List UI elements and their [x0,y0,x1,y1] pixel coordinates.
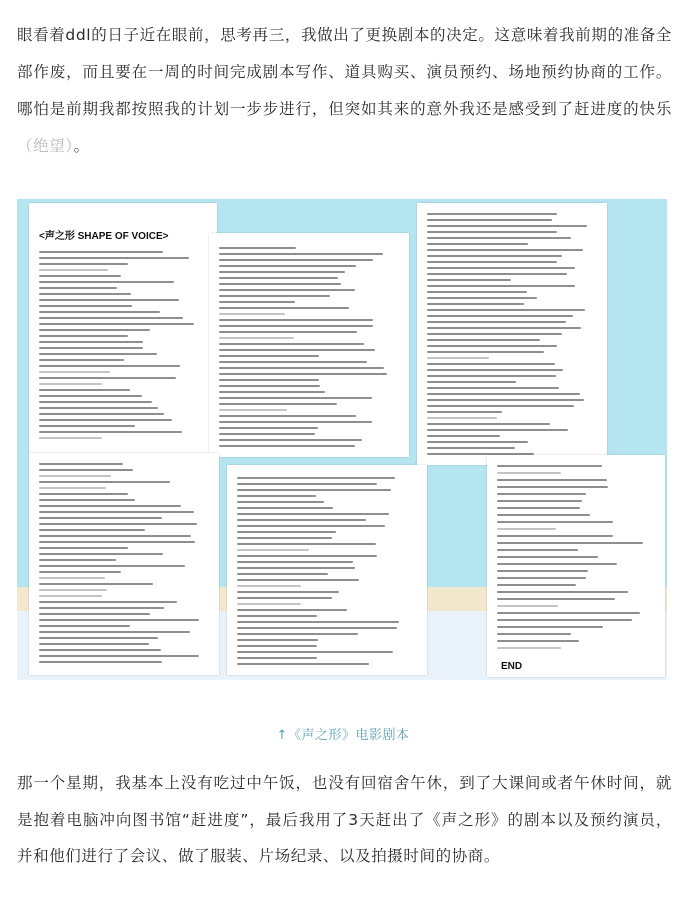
script-text-line [39,341,143,343]
script-text-line [237,573,328,575]
script-text-line [237,585,301,587]
script-text-line [237,657,317,659]
script-text-line [39,637,158,639]
image-caption [0,724,686,743]
end-label: END [501,661,523,672]
script-text-line [427,345,557,347]
script-text-line [237,663,369,665]
script-text-line [219,271,345,273]
script-text-lines [219,233,399,457]
script-text-line [427,237,571,239]
script-text-line [219,391,325,393]
script-text-line [39,263,128,265]
script-text-line [39,571,121,573]
script-text-line [219,397,372,399]
script-text-lines [237,465,417,675]
script-text-line [39,371,110,373]
script-text-line [427,285,575,287]
script-text-line [237,477,395,479]
script-text-line [427,333,562,335]
intro-paragraph [17,17,672,165]
script-text-line [39,299,179,301]
body-text: 那一个星期，我基本上没有吃过中午饭，也没有回宿舍午休，到了大课间或者午休时间，就是抱着电脑冲向图书馆“赶进度”，最后我用了3天赶出了《声之形》的剧本以及预约演员，并和他们进行了会议、做了服装、片场纪录、以及拍摄时间的协商。 [17,774,672,865]
script-text-line [39,529,145,531]
script-text-line [497,647,561,649]
script-text-line [219,385,320,387]
script-text-line [39,523,197,525]
script-text-line [497,619,632,621]
script-text-line [219,403,337,405]
script-text-line [219,247,296,249]
script-text-line [427,279,511,281]
script-text-line [427,315,573,317]
script-text-line [39,577,105,579]
script-text-line [39,511,194,513]
script-text-line [39,317,183,319]
script-text-line [427,291,527,293]
script-text-line [497,640,579,642]
script-text-line [219,415,356,417]
script-text-line [39,311,160,313]
script-text-line [219,379,319,381]
script-text-line [237,615,317,617]
script-text-line [237,597,332,599]
script-text-line [39,407,158,409]
script-text-line [219,361,367,363]
script-text-line [427,393,580,395]
script-text-line [237,567,355,569]
script-text-line [219,337,294,339]
script-text-line [427,249,583,251]
caption-text: 《声之形》电影剧本 [287,728,410,743]
script-text-line [219,253,383,255]
script-text-line [237,537,332,539]
script-text-line [219,325,373,327]
script-text-line [497,486,608,488]
script-text-line [39,541,195,543]
script-text-line [427,441,528,443]
script-text-line [427,447,515,449]
script-text-line [39,487,106,489]
script-text-line [39,323,194,325]
script-text-line [497,563,617,565]
script-text-line [427,255,562,257]
script-text-line [39,395,142,397]
script-text-line [427,219,552,221]
script-text-line [237,543,376,545]
script-text-line [219,307,349,309]
script-text-line [427,357,489,359]
script-text-line [39,281,174,283]
script-text-line [39,347,143,349]
script-page-3 [417,203,607,465]
script-text-line [237,621,399,623]
script-text-line [219,319,373,321]
script-text-lines [39,203,207,453]
script-text-line [427,225,587,227]
script-text-line [39,275,121,277]
script-text-line [427,423,550,425]
script-text-line [219,439,362,441]
script-text-line [427,435,500,437]
script-text-line [39,553,163,555]
script-text-line [427,429,568,431]
intro-text: 眼看着ddl的日子近在眼前，思考再三，我做出了更换剧本的决定。这意味着我前期的准备全部作废，而且要在一周的时间完成剧本写作、道具购买、演员预约、场地预约协商的工作。哪怕是前期我都按照我的计划一步步进行，但突如其来的意外我还是感受到了赶进度的快乐 [17,26,672,118]
script-text-lines [427,203,597,465]
script-text-line [427,231,557,233]
intro-tail: 。 [73,137,90,155]
script-text-line [497,514,590,516]
script-text-line [237,489,391,491]
script-text-line [427,417,497,419]
script-text-line [39,425,135,427]
script-text-line [427,381,516,383]
script-text-line [219,343,364,345]
script-text-line [427,297,537,299]
script-text-line [237,609,347,611]
script-text-line [39,649,161,651]
script-text-line [497,500,582,502]
script-text-line [237,651,393,653]
script-text-line [39,469,133,471]
script-text-line [39,661,162,663]
script-text-line [39,401,152,403]
script-text-line [39,365,180,367]
script-text-line [237,519,366,521]
script-text-line [39,389,130,391]
script-text-line [39,493,128,495]
script-text-line [427,303,524,305]
script-page-2 [209,233,409,457]
script-text-line [497,521,613,523]
script-text-line [497,556,598,558]
script-text-line [219,289,355,291]
script-text-line [427,273,567,275]
script-text-line [39,257,189,259]
script-text-line [427,375,556,377]
script-text-line [497,577,586,579]
script-text-line [427,339,540,341]
script-text-line [219,433,315,435]
script-text-line [427,261,557,263]
script-text-line [219,349,375,351]
script-title: <声之形 SHAPE OF VOICE> [39,231,169,242]
script-text-line [39,559,116,561]
script-text-line [237,591,339,593]
script-text-line [497,507,580,509]
script-text-line [219,427,318,429]
script-text-line [427,309,585,311]
script-text-line [497,605,558,607]
script-text-line [39,305,132,307]
script-text-line [427,243,528,245]
script-text-line [219,373,387,375]
script-text-line [39,481,170,483]
script-text-line [39,431,182,433]
script-text-line [237,549,309,551]
script-text-lines [497,455,655,677]
script-text-line [497,465,602,467]
script-text-line [237,501,324,503]
script-text-line [497,612,640,614]
script-text-line [427,399,584,401]
script-text-line [39,353,157,355]
script-text-line [237,531,336,533]
script-text-line [219,295,330,297]
script-text-lines [39,453,209,675]
script-text-line [237,579,359,581]
script-text-line [219,409,287,411]
script-text-line [39,547,128,549]
script-text-line [39,583,153,585]
script-text-line [237,513,389,515]
script-text-line [497,549,578,551]
script-text-line [39,535,191,537]
script-text-line [39,335,128,337]
script-text-line [39,601,177,603]
script-text-line [39,287,117,289]
script-text-line [219,421,372,423]
script-page-6 [487,455,665,677]
script-text-line [427,369,563,371]
script-text-line [497,584,576,586]
script-text-line [219,367,384,369]
script-text-line [219,445,355,447]
script-text-line [39,631,190,633]
script-text-line [237,639,318,641]
script-text-line [39,625,130,627]
script-text-line [39,413,164,415]
script-text-line [219,277,338,279]
script-text-line [497,570,588,572]
script-text-line [219,283,341,285]
script-text-line [427,387,559,389]
script-text-line [427,327,581,329]
script-page-5 [227,465,427,675]
script-text-line [39,607,164,609]
script-text-line [237,483,377,485]
script-text-line [427,321,566,323]
script-text-line [39,377,176,379]
caption-arrow: ↑ [276,728,288,743]
script-text-line [39,359,124,361]
script-text-line [219,265,356,267]
script-text-line [497,472,561,474]
script-page-4 [29,453,219,675]
script-text-line [39,463,123,465]
script-text-line [219,331,357,333]
script-text-line [39,505,181,507]
script-text-line [497,633,571,635]
script-text-line [39,437,102,439]
script-text-line [39,589,107,591]
script-text-line [39,517,162,519]
script-text-line [427,351,544,353]
script-text-line [219,259,373,261]
script-text-line [427,405,574,407]
script-text-line [39,293,131,295]
script-text-line [39,251,163,253]
script-text-line [237,495,316,497]
script-text-line [427,363,555,365]
script-text-line [237,525,385,527]
script-text-line [39,329,150,331]
script-text-line [237,633,358,635]
script-text-line [39,419,172,421]
script-text-line [497,542,643,544]
script-text-line [219,313,285,315]
script-text-line [237,627,397,629]
script-text-line [39,269,108,271]
body-paragraph [17,765,672,875]
script-pages-image [17,199,667,680]
script-text-line [39,595,102,597]
script-text-line [237,555,377,557]
script-text-line [237,603,301,605]
script-text-line [39,499,135,501]
script-text-line [497,493,586,495]
script-text-line [427,411,502,413]
script-text-line [497,479,607,481]
script-text-line [219,355,319,357]
script-text-line [497,626,603,628]
script-text-line [427,267,575,269]
script-text-line [39,655,199,657]
script-text-line [39,383,102,385]
script-text-line [39,619,199,621]
script-text-line [237,507,333,509]
script-text-line [237,561,353,563]
script-text-line [39,643,149,645]
intro-aside: （绝望） [17,137,74,155]
script-text-line [219,301,295,303]
script-text-line [497,598,615,600]
script-text-line [39,475,111,477]
script-text-line [497,528,556,530]
script-text-line [39,613,150,615]
script-text-line [497,591,628,593]
script-text-line [237,645,317,647]
script-text-line [497,535,613,537]
script-text-line [39,565,185,567]
script-text-line [427,213,557,215]
script-page-1 [29,203,217,453]
